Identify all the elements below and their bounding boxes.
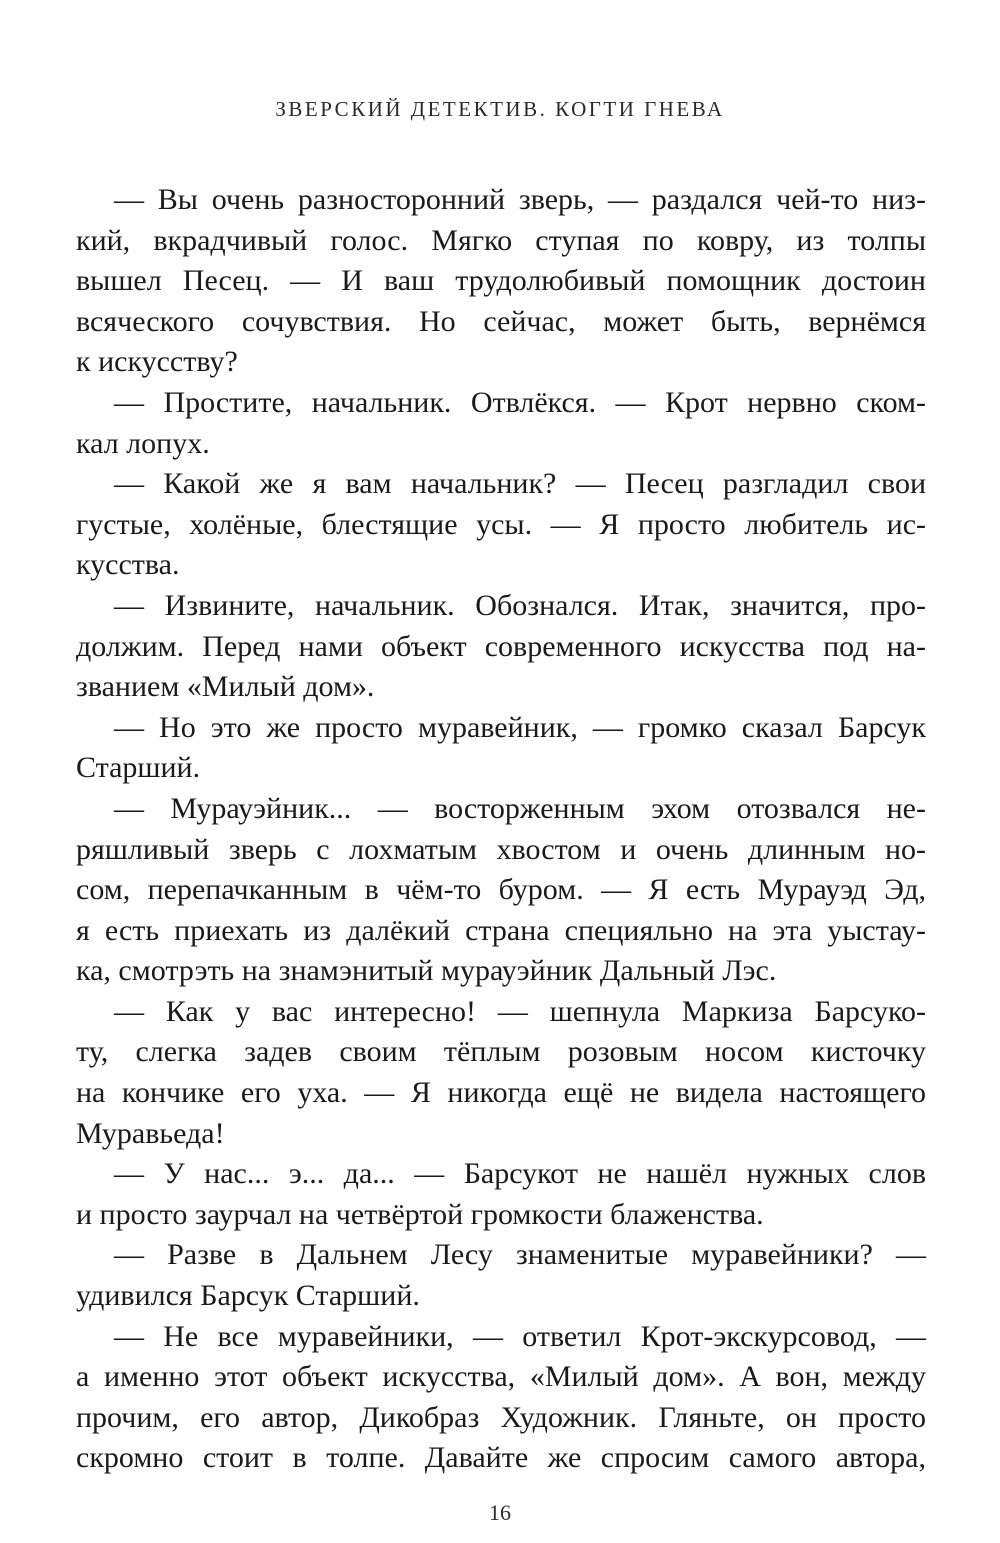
text-line: — Простите, начальник. Отвлёкся. — Крот нервно ском- bbox=[114, 385, 926, 419]
text-line: вышел Песец. — И ваш трудолюбивый помощник достоин bbox=[76, 264, 926, 298]
text-line: — Вы очень разносторонний зверь, — раздался чей-то низ- bbox=[114, 183, 926, 216]
text-line: скромно стоит в толпе. Давайте же спросим самого автора, bbox=[76, 1441, 926, 1475]
text-line: кал лопух. bbox=[76, 426, 210, 460]
text-line: — Но это же просто муравейник, — громко сказал Барсук bbox=[114, 710, 926, 744]
text-line: я есть приехать из далёкий страна специяльно на эта уыстау- bbox=[76, 913, 926, 947]
text-line: — Как у вас интересно! — шепнула Маркиза Барсуко- bbox=[114, 994, 926, 1028]
text-line: ка, смотрэть на знамэнитый мурауэйник Дальный Лэс. bbox=[76, 954, 777, 988]
text-line: всяческого сочувствия. Но сейчас, может быть, вернёмся bbox=[76, 304, 926, 338]
text-line: на кончике его уха. — Я никогда ещё не видела настоящего bbox=[76, 1076, 926, 1110]
text-line: — Извините, начальник. Обознался. Итак, значится, про- bbox=[114, 588, 926, 622]
text-line: и просто заурчал на четвёртой громкости блаженства. bbox=[76, 1197, 764, 1231]
text-line: кусства. bbox=[76, 548, 180, 582]
body-text bbox=[76, 180, 926, 1479]
text-line: должим. Перед нами объект современного искусства под на- bbox=[76, 629, 926, 663]
text-line: к искусству? bbox=[76, 345, 238, 379]
text-line: — Какой же я вам начальник? — Песец разгладил свои bbox=[114, 467, 926, 501]
text-line: — У нас... э... да... — Барсукот не нашёл нужных слов bbox=[114, 1157, 926, 1191]
text-line: — Не все муравейники, — ответил Крот-экскурсовод, — bbox=[114, 1319, 926, 1353]
text-line: Старший. bbox=[76, 751, 201, 785]
page-number: 16 bbox=[489, 1500, 511, 1525]
text-line: званием «Милый дом». bbox=[76, 670, 375, 704]
text-line: кий, вкрадчивый голос. Мягко ступая по ковру, из толпы bbox=[76, 223, 926, 257]
text-line: густые, холёные, блестящие усы. — Я просто любитель ис- bbox=[76, 507, 926, 541]
text-line: удивился Барсук Старший. bbox=[76, 1279, 420, 1313]
text-line: Муравьеда! bbox=[76, 1116, 225, 1150]
running-title: ЗВЕРСКИЙ ДЕТЕКТИВ. КОГТИ ГНЕВА bbox=[275, 97, 725, 121]
text-line: прочим, его автор, Дикобраз Художник. Гляньте, он просто bbox=[76, 1400, 926, 1434]
text-line: а именно этот объект искусства, «Милый дом». А вон, между bbox=[76, 1360, 926, 1394]
text-line: — Мурауэйник... — восторженным эхом отозвался не- bbox=[114, 791, 926, 825]
text-line: ряшливый зверь с лохматым хвостом и очень длинным но- bbox=[76, 832, 926, 866]
text-line: сом, перепачканным в чём-то буром. — Я есть Мурауэд Эд, bbox=[76, 873, 926, 907]
text-line: ту, слегка задев своим тёплым розовым носом кисточку bbox=[76, 1035, 926, 1069]
text-line: — Разве в Дальнем Лесу знаменитые муравейники? — bbox=[114, 1238, 926, 1272]
